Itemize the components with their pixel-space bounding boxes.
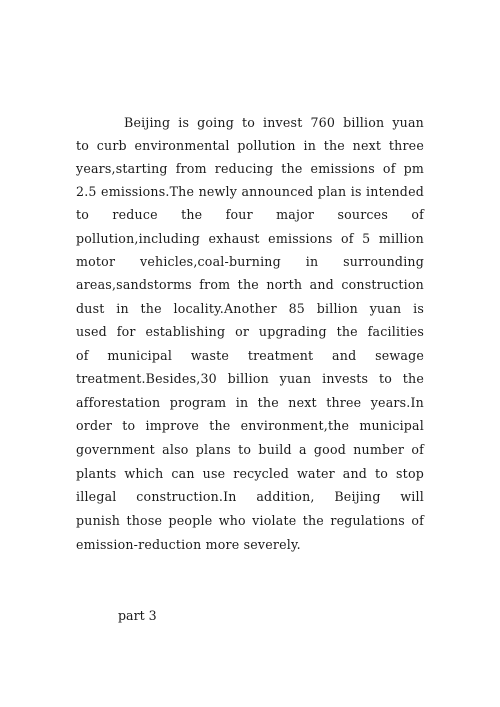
- paragraph-line: to reduce the four major sources of: [76, 207, 424, 222]
- paragraph-line: 2.5 emissions.The newly announced plan is intended: [76, 184, 424, 199]
- paragraph-line: emission-reduction more severely.: [76, 537, 301, 552]
- paragraph-line: of municipal waste treatment and sewage: [76, 348, 424, 363]
- paragraph-line: dust in the locality.Another 85 billion yuan is: [76, 301, 424, 316]
- paragraph-line: government also plans to build a good number of: [76, 442, 424, 457]
- paragraph-line: years,starting from reducing the emissions of pm: [76, 161, 424, 176]
- paragraph-line: to curb environmental pollution in the next three: [76, 138, 424, 153]
- paragraph-line: motor vehicles,coal-burning in surrounding: [76, 254, 424, 269]
- paragraph-line: afforestation program in the next three years.In: [76, 395, 424, 410]
- section-label: part 3: [118, 608, 157, 623]
- paragraph-line: used for establishing or upgrading the facilities: [76, 324, 424, 339]
- paragraph-line: pollution,including exhaust emissions of 5 million: [76, 231, 424, 246]
- paragraph-line: punish those people who violate the regulations of: [76, 513, 424, 528]
- paragraph-line: order to improve the environment,the municipal: [76, 418, 424, 433]
- paragraph-line: Beijing is going to invest 760 billion yuan: [124, 115, 424, 130]
- paragraph-line: plants which can use recycled water and to stop: [76, 466, 424, 481]
- paragraph-line: treatment.Besides,30 billion yuan invests to the: [76, 371, 424, 386]
- paragraph-line: areas,sandstorms from the north and construction: [76, 277, 424, 292]
- paragraph-line: illegal construction.In addition, Beijing will: [76, 489, 424, 504]
